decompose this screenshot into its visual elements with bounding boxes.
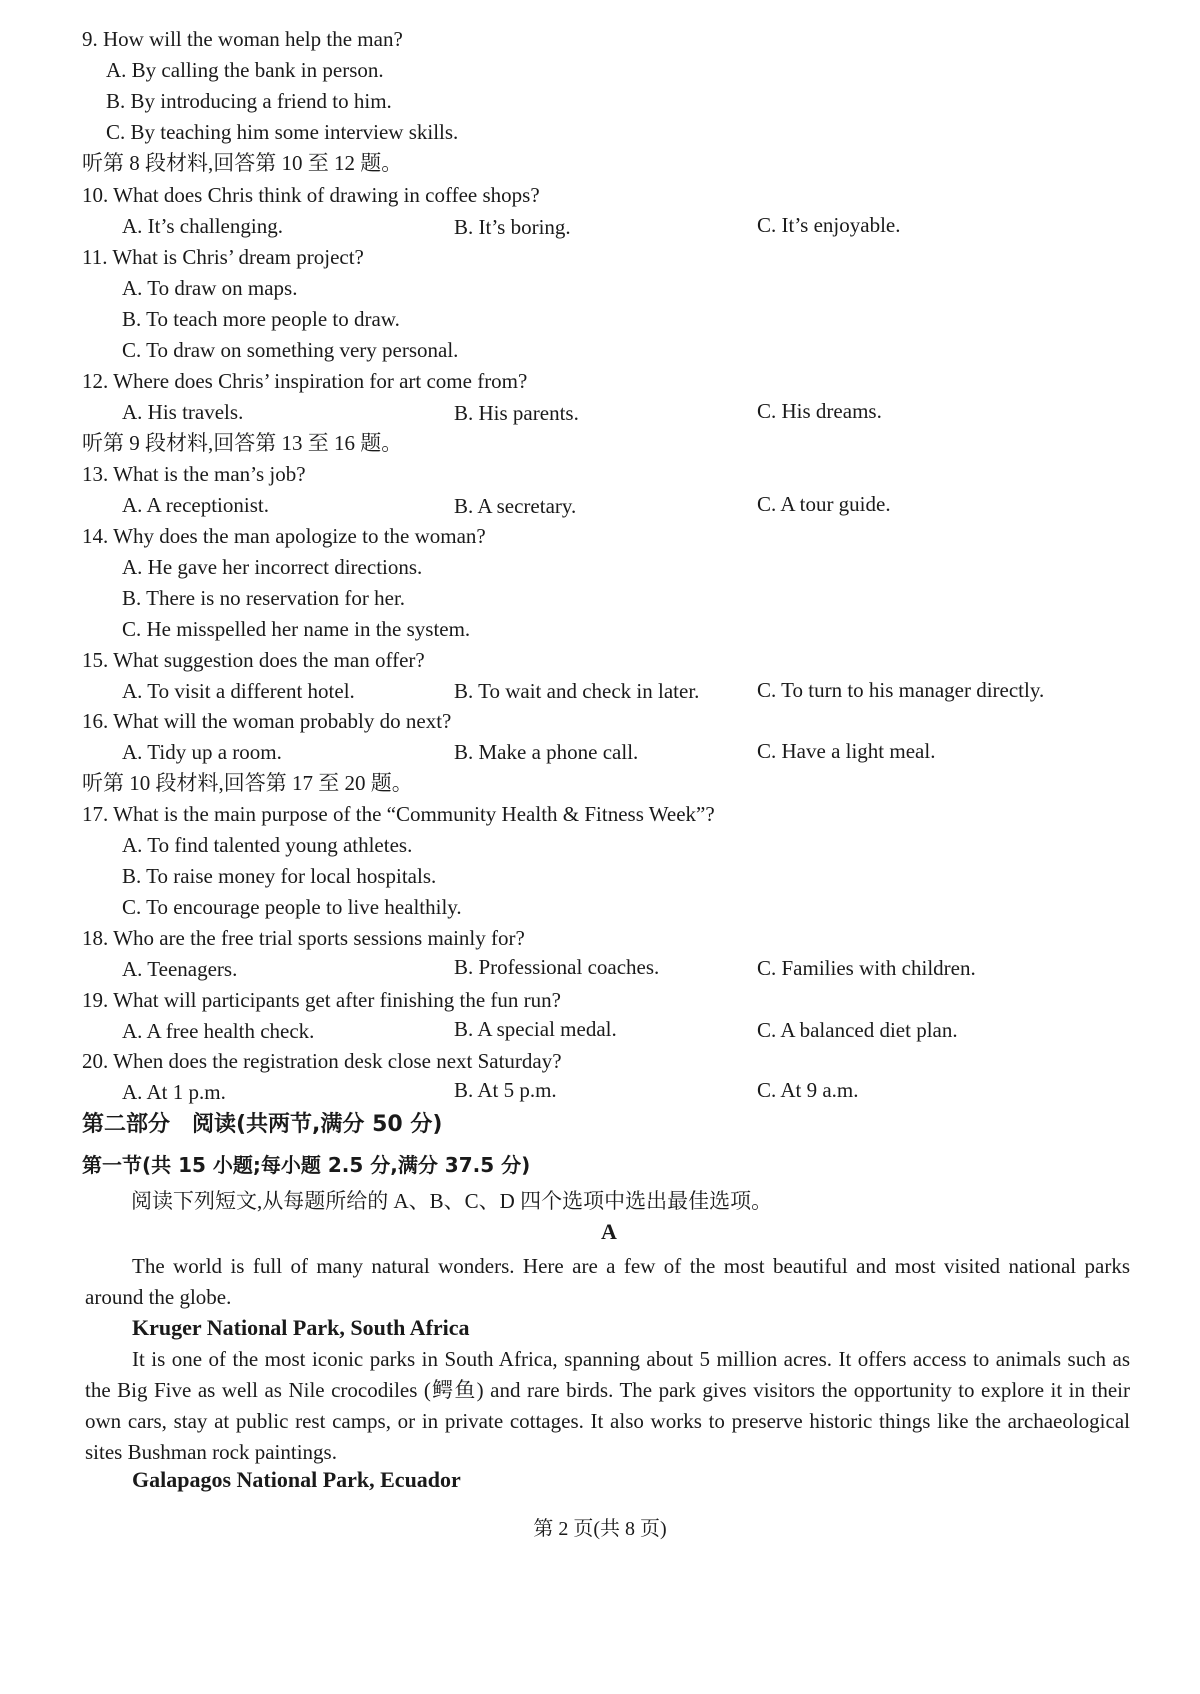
question-9-option-c: C. By teaching him some interview skills. [106,120,459,144]
question-11-option-a: A. To draw on maps. [122,276,298,300]
question-15-option-a: A. To visit a different hotel. [122,679,355,703]
question-14-stem: 14. Why does the man apologize to the woman? [82,524,486,548]
question-10-stem: 10. What does Chris think of drawing in coffee shops? [82,183,540,207]
question-17-stem: 17. What is the main purpose of the “Community Health & Fitness Week”? [82,802,715,826]
question-18-option-a: A. Teenagers. [122,957,238,981]
question-14-option-c: C. He misspelled her name in the system. [122,617,471,641]
part-two-heading: 第二部分 阅读(共两节,满分 50 分) [82,1112,443,1137]
question-16-stem: 16. What will the woman probably do next? [82,709,452,733]
question-20-option-b: B. At 5 p.m. [454,1078,557,1102]
question-10-option-a: A. It’s challenging. [122,214,283,238]
passage-intro-text: The world is full of many natural wonders. Here are a few of the most beautiful and most visited national parks around the globe. [85,1254,1130,1309]
question-11-option-c: C. To draw on something very personal. [122,338,459,362]
reading-instruction: 阅读下列短文,从每题所给的 A、B、C、D 四个选项中选出最佳选项。 [131,1189,773,1213]
question-9-option-a: A. By calling the bank in person. [106,58,384,82]
question-19-stem: 19. What will participants get after finishing the fun run? [82,988,561,1012]
question-18-option-b: B. Professional coaches. [454,955,660,979]
question-12-stem: 12. Where does Chris’ inspiration for art come from? [82,369,528,393]
park-1-title: Kruger National Park, South Africa [132,1315,470,1340]
question-10-option-b: B. It’s boring. [454,215,571,239]
park-1-text: It is one of the most iconic parks in South Africa, spanning about 5 million acres. It offers access to animals such as the Big Five as well as Nile crocodiles (鳄鱼) and rare birds. The park gives visitors the opportunity to explore it in their own cars, stay at public rest camps, or in private cottages. It also works to preserve historic things like the archaeological sites Bushman rock paintings. [85,1347,1130,1464]
question-19-option-a: A. A free health check. [122,1019,315,1043]
question-13-option-c: C. A tour guide. [757,492,891,516]
question-9-option-b: B. By introducing a friend to him. [106,89,392,113]
passage-letter: A [601,1219,617,1244]
question-14-option-b: B. There is no reservation for her. [122,586,406,610]
question-12-option-b: B. His parents. [454,401,579,425]
question-10-option-c: C. It’s enjoyable. [757,213,901,237]
question-19-option-b: B. A special medal. [454,1017,617,1041]
question-15-stem: 15. What suggestion does the man offer? [82,648,425,672]
section-heading-8: 听第 8 段材料,回答第 10 至 12 题。 [82,151,403,175]
section-heading-9: 听第 9 段材料,回答第 13 至 16 题。 [82,431,403,455]
question-12-option-c: C. His dreams. [757,399,882,423]
question-19-option-c: C. A balanced diet plan. [757,1018,958,1042]
question-16-option-c: C. Have a light meal. [757,739,936,763]
question-9-stem: 9. How will the woman help the man? [82,27,403,51]
question-18-option-c: C. Families with children. [757,956,976,980]
question-16-option-a: A. Tidy up a room. [122,740,282,764]
question-17-option-a: A. To find talented young athletes. [122,833,413,857]
park-2-title: Galapagos National Park, Ecuador [132,1467,461,1492]
question-11-option-b: B. To teach more people to draw. [122,307,400,331]
question-15-option-b: B. To wait and check in later. [454,679,700,703]
page-footer: 第 2 页(共 8 页) [533,1518,667,1540]
question-16-option-b: B. Make a phone call. [454,740,639,764]
question-14-option-a: A. He gave her incorrect directions. [122,555,423,579]
question-15-option-c: C. To turn to his manager directly. [757,678,1045,702]
question-13-option-b: B. A secretary. [454,494,577,518]
question-20-option-c: C. At 9 a.m. [757,1078,859,1102]
question-18-stem: 18. Who are the free trial sports sessions mainly for? [82,926,525,950]
section-heading-10: 听第 10 段材料,回答第 17 至 20 题。 [82,771,413,795]
section-one-heading: 第一节(共 15 小题;每小题 2.5 分,满分 37.5 分) [82,1153,531,1177]
passage-intro-paragraph [85,1251,1130,1313]
question-13-stem: 13. What is the man’s job? [82,462,306,486]
question-13-option-a: A. A receptionist. [122,493,269,517]
question-17-option-c: C. To encourage people to live healthily. [122,895,462,919]
question-20-option-a: A. At 1 p.m. [122,1080,226,1104]
question-12-option-a: A. His travels. [122,400,244,424]
park-1-paragraph [85,1344,1130,1468]
question-20-stem: 20. When does the registration desk close next Saturday? [82,1049,562,1073]
question-11-stem: 11. What is Chris’ dream project? [82,245,364,269]
question-17-option-b: B. To raise money for local hospitals. [122,864,437,888]
